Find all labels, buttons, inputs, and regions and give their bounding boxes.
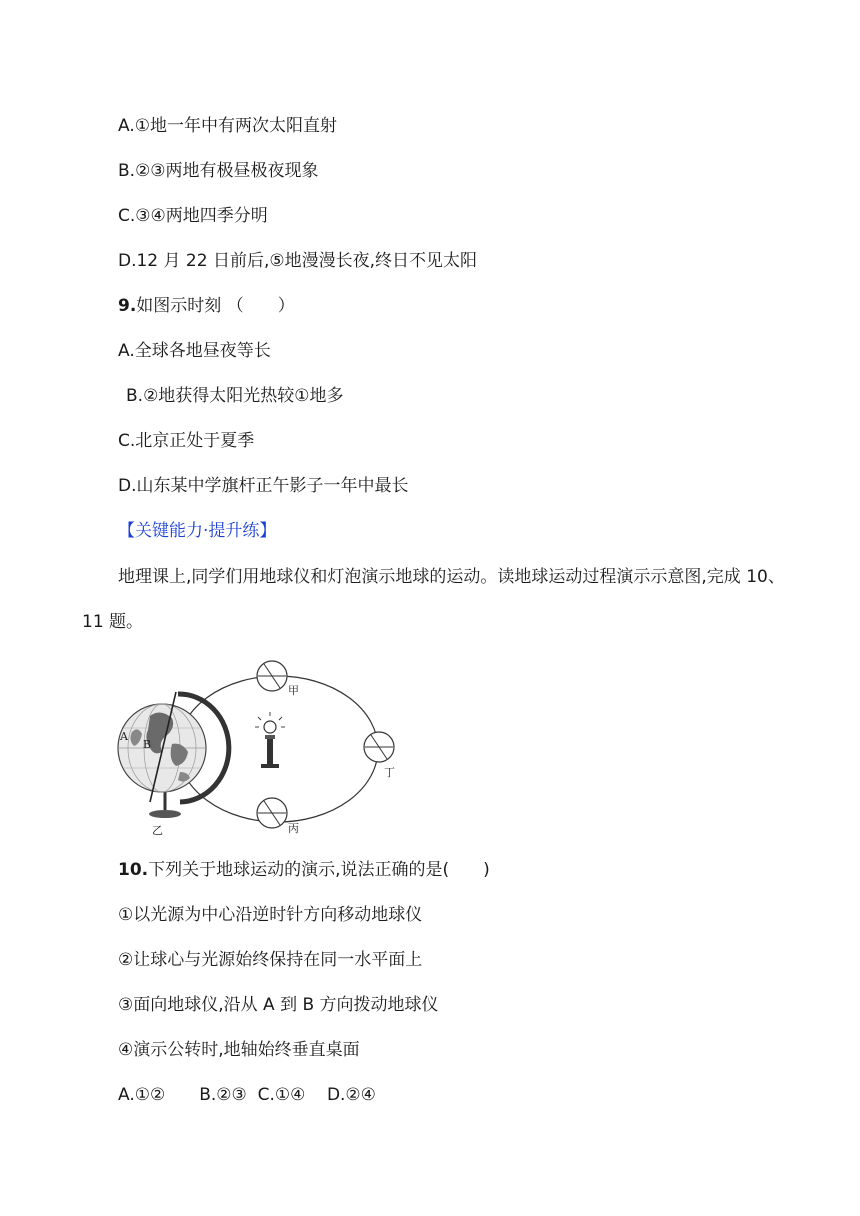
q8-option-c: C.③④两地四季分明 (118, 206, 268, 226)
label-b: B (143, 738, 152, 751)
q10-number: 10. (118, 860, 149, 880)
q8-option-b: B.②③两地有极昼极夜现象 (118, 161, 319, 181)
globe-bing-icon (257, 798, 287, 828)
label-a: A (120, 730, 128, 743)
intro-line-1: 地理课上,同学们用地球仪和灯泡演示地球的运动。读地球运动过程演示示意图,完成 10、 (118, 567, 785, 587)
q10-options: A.①② B.②③ C.①④ D.②④ (118, 1085, 376, 1105)
q9-number: 9. (118, 296, 137, 316)
q9-option-a: A.全球各地昼夜等长 (118, 341, 271, 361)
q9-option-c: C.北京正处于夏季 (118, 431, 255, 451)
section-title: 【关键能力·提升练】 (118, 521, 277, 541)
label-yi: 乙 (152, 824, 163, 837)
globe-ding-icon (364, 732, 394, 762)
q9-stem-text: 如图示时刻 （ ） (136, 296, 295, 316)
earth-motion-figure (110, 652, 410, 842)
q10-stem (118, 858, 490, 882)
q9-stem (118, 294, 295, 318)
label-jia: 甲 (288, 684, 299, 697)
q8-option-d: D.12 月 22 日前后,⑤地漫漫长夜,终日不见太阳 (118, 251, 478, 271)
lamp-icon (255, 712, 285, 768)
label-ding: 丁 (384, 766, 395, 779)
globe-icon (118, 692, 229, 818)
q10-statement-3: ③面向地球仪,沿从 A 到 B 方向拨动地球仪 (118, 995, 439, 1015)
q9-option-d: D.山东某中学旗杆正午影子一年中最长 (118, 476, 409, 496)
q9-option-b: B.②地获得太阳光热较①地多 (126, 386, 344, 406)
q10-statement-2: ②让球心与光源始终保持在同一水平面上 (118, 950, 423, 970)
q10-stem-text: 下列关于地球运动的演示,说法正确的是( ) (148, 860, 490, 880)
q10-statement-1: ①以光源为中心沿逆时针方向移动地球仪 (118, 905, 423, 925)
q8-option-a: A.①地一年中有两次太阳直射 (118, 116, 337, 136)
label-bing: 丙 (288, 822, 299, 835)
intro-line-2: 11 题。 (82, 612, 144, 632)
globe-jia-icon (257, 661, 287, 691)
q10-statement-4: ④演示公转时,地轴始终垂直桌面 (118, 1040, 360, 1060)
